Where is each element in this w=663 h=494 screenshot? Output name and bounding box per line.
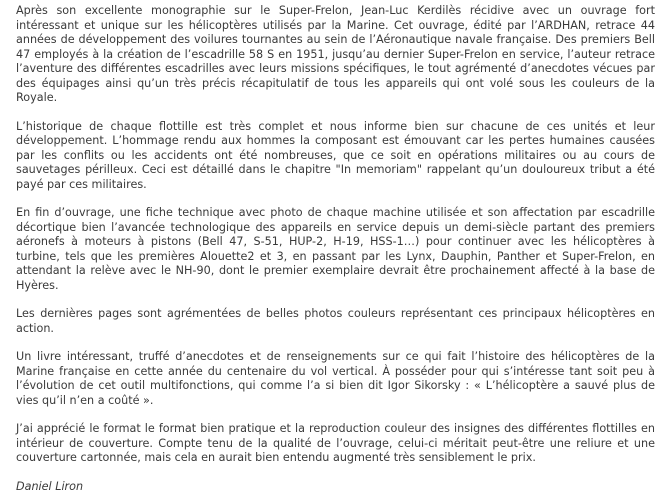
author-signature: Daniel Liron xyxy=(16,480,655,494)
review-paragraph-technical: En fin d’ouvrage, une fiche technique avec photo de chaque machine utilisée et son affectation par escadrille décortique bien l’avancée technologique des appareils en service depuis un demi-siècle partant des premiers aéronefs à moteurs à pistons (Bell 47, S-51, HUP-2, H-19, HSS-1…) pour continuer avec les hélicoptères à turbine, tels que les premières Alouette2 et 3, en passant par les Lynx, Dauphin, Panther et Super-Frelon, en attendant la relève avec le NH-90, dont le premier exemplaire devrait être prochainement affecté à la base de Hyères. xyxy=(16,206,655,293)
review-paragraph-verdict: Un livre intéressant, truffé d’anecdotes et de renseignements sur ce qui fait l’histoire des hélicoptères de la Marine française en cette année du centenaire du vol vertical. À posséder pour qui s’intéresse tant soit peu à l’évolution de cet outil multifonctions, qui comme l’a si bien dit Igor Sikorsky : « L’hélicoptère a sauvé plus de vies qu’il n’en a coûté ». xyxy=(16,350,655,408)
review-paragraph-photos: Les dernières pages sont agrémentées de belles photos couleurs représentant ces principaux hélicoptères en action. xyxy=(16,307,655,336)
review-paragraph-format: J’ai apprécié le format le format bien pratique et la reproduction couleur des insignes des différentes flottilles en intérieur de couverture. Compte tenu de la qualité de l’ouvrage, celui-ci méritait peut-être une reliure et une couverture cartonnée, mais cela en aurait bien entendu augmenté très sensiblement le prix. xyxy=(16,422,655,466)
review-paragraph-intro: Après son excellente monographie sur le Super-Frelon, Jean-Luc Kerdilès récidive avec un ouvrage fort intéressant et unique sur les hélicoptères utilisés par la Marine. Cet ouvrage, édité par l’ARDHAN, retrace 44 années de développement des voilures tournantes au sein de l’Aéronautique navale française. Des premiers Bell 47 employés à la création de l’escadrille 58 S en 1951, jusqu’au dernier Super-Frelon en service, l’auteur retrace l’aventure des différentes escadrilles avec leurs missions spécifiques, le tout agrémenté d’anecdotes vécues par des équipages ainsi qu’un très précis récapitulatif de tous les appareils qui ont volé sous les couleurs de la Royale. xyxy=(16,4,655,106)
review-paragraph-history: L’historique de chaque flottille est très complet et nous informe bien sur chacune de ces unités et leur développement. L’hommage rendu aux hommes la composant est émouvant car les pertes humaines causées par les conflits ou les accidents ont été nombreuses, que ce soit en opérations militaires ou au cours de sauvetages périlleux. Ceci est détaillé dans le chapitre "In memoriam" rappelant qu’un douloureux tribut a été payé par ces militaires. xyxy=(16,120,655,193)
